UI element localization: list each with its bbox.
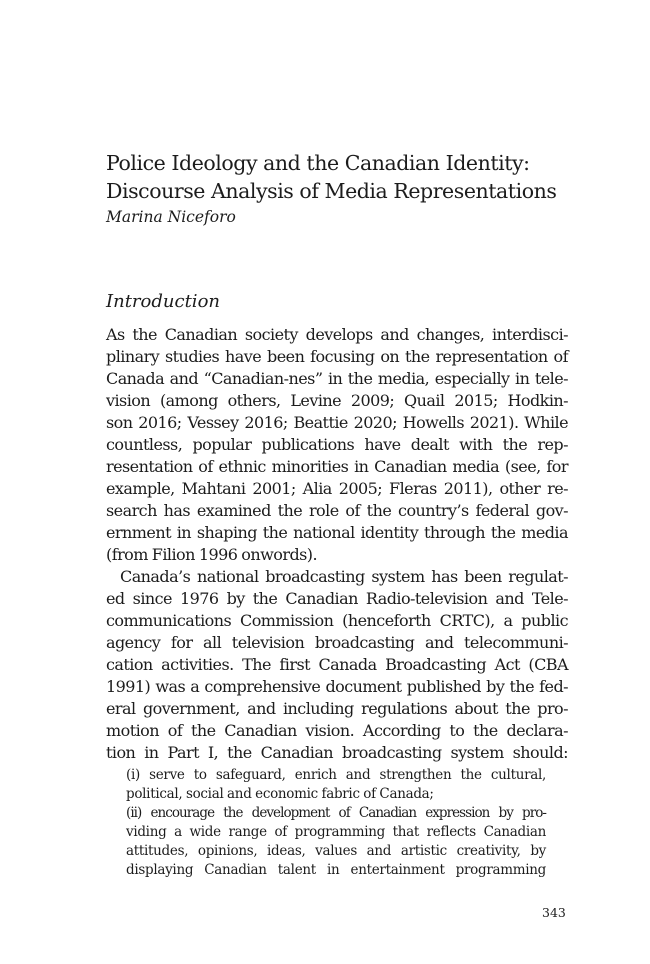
chapter-title bbox=[106, 149, 586, 205]
author-name: Marina Niceforo bbox=[106, 208, 236, 226]
body-line: eral government, and including regulations about the pro- bbox=[106, 699, 568, 718]
quote-line: viding a wide range of programming that reflects Canadian bbox=[126, 824, 546, 840]
body-text bbox=[106, 324, 568, 764]
body-line: agency for all television broadcasting and telecommuni- bbox=[106, 633, 568, 652]
body-line: son 2016; Vessey 2016; Beattie 2020; Howells 2021). While bbox=[106, 413, 568, 432]
body-line: Canada’s national broadcasting system has been regulat- bbox=[120, 567, 568, 586]
body-line: example, Mahtani 2001; Alia 2005; Fleras 2011), other re- bbox=[106, 479, 568, 498]
body-line: vision (among others, Levine 2009; Quail 2015; Hodkin- bbox=[106, 391, 568, 410]
chapter-title-line-2: Discourse Analysis of Media Representations bbox=[106, 179, 557, 203]
body-line: countless, popular publications have dealt with the rep- bbox=[106, 435, 568, 454]
chapter-title-line-1: Police Ideology and the Canadian Identity: bbox=[106, 151, 530, 175]
body-line: Canada and “Canadian-nes” in the media, especially in tele- bbox=[106, 369, 568, 388]
body-line: 1991) was a comprehensive document published by the fed- bbox=[106, 677, 568, 696]
body-line: ed since 1976 by the Canadian Radio-television and Tele- bbox=[106, 589, 568, 608]
body-line: communications Commission (henceforth CRTC), a public bbox=[106, 611, 568, 630]
quote-line: (i) serve to safeguard, enrich and strengthen the cultural, bbox=[126, 767, 546, 783]
body-line: search has examined the role of the country’s federal gov- bbox=[106, 501, 568, 520]
quote-line: political, social and economic fabric of Canada; bbox=[126, 786, 434, 802]
block-quote bbox=[126, 766, 546, 880]
body-line: motion of the Canadian vision. According to the declara- bbox=[106, 721, 568, 740]
section-heading: Introduction bbox=[106, 291, 220, 312]
body-line: (from Filion 1996 onwords). bbox=[106, 545, 318, 564]
page-number: 343 bbox=[542, 905, 566, 920]
body-line: tion in Part I, the Canadian broadcasting system should: bbox=[106, 743, 568, 762]
quote-line: (ii) encourage the development of Canadian expression by pro- bbox=[126, 805, 546, 821]
body-line: ernment in shaping the national identity through the media bbox=[106, 523, 568, 542]
body-line: cation activities. The first Canada Broadcasting Act (CBA bbox=[106, 655, 568, 674]
body-line: resentation of ethnic minorities in Canadian media (see, for bbox=[106, 457, 568, 476]
body-line: plinary studies have been focusing on the representation of bbox=[106, 347, 568, 366]
quote-line: attitudes, opinions, ideas, values and artistic creativity, by bbox=[126, 843, 546, 859]
quote-line: displaying Canadian talent in entertainment programming bbox=[126, 862, 546, 878]
body-line: As the Canadian society develops and changes, interdisci- bbox=[106, 325, 568, 344]
